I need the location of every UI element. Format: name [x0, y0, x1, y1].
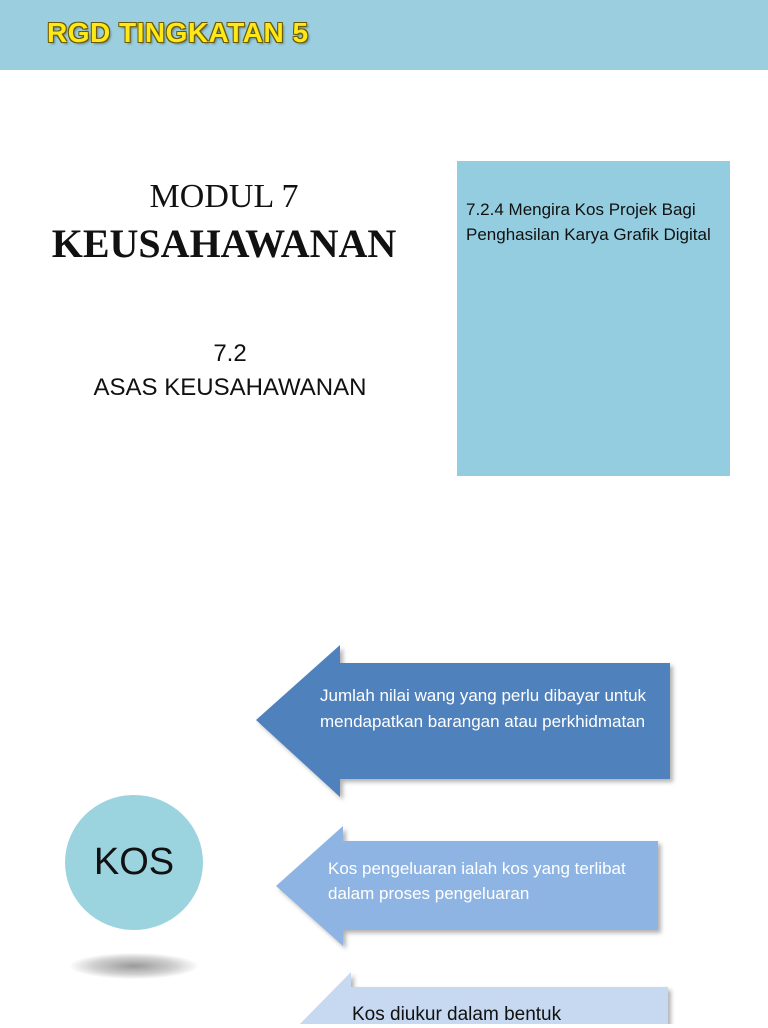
- module-title: KEUSAHAWANAN: [51, 221, 397, 266]
- topic-text: 7.2.4 Mengira Kos Projek Bagi Penghasilan Karya Grafik Digital: [466, 200, 711, 244]
- arrow-2-text: Kos pengeluaran ialah kos yang terlibat dalam proses pengeluaran: [328, 859, 626, 903]
- arrow-1-text: Jumlah nilai wang yang perlu dibayar untuk mendapatkan barangan atau perkhidmatan: [320, 686, 647, 731]
- arrow-3-text: Kos diukur dalam bentuk: [352, 1004, 562, 1025]
- module-number: MODUL 7: [149, 178, 299, 215]
- kos-label: KOS: [93, 841, 175, 883]
- section-title: ASAS KEUSAHAWANAN: [93, 374, 367, 401]
- header-title: RGD TINGKATAN 5: [47, 17, 309, 48]
- section-number: 7.2: [213, 340, 247, 367]
